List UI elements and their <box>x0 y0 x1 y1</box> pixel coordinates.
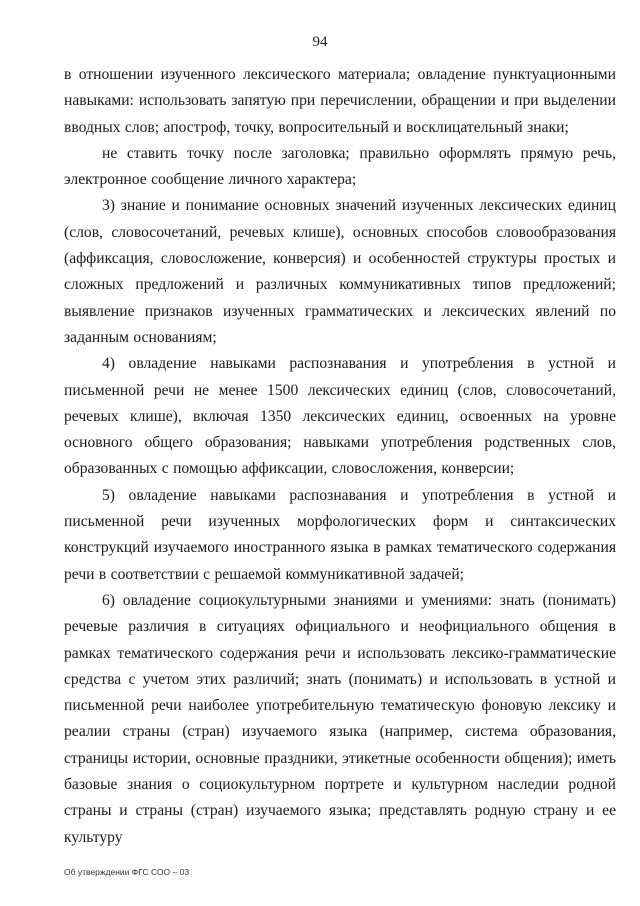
paragraph-4: 4) овладение навыками распознавания и употребления в устной и письменной речи не менее 1500 лексических единиц (слов, словосочетаний, речевых клише), включая 1350 лексических единиц, освоенных на уровне основного общего образования; навыками употребления родственных слов, образованных с помощью аффиксации, словосложения, конверсии; <box>64 355 616 478</box>
paragraph-2: не ставить точку после заголовка; правильно оформлять прямую речь, электронное сообщение личного характера; <box>64 144 616 189</box>
document-footer: Об утверждении ФГС СОО – 03 <box>64 867 190 877</box>
page-number: 94 <box>312 34 328 50</box>
paragraph-6: 6) овладение социокультурными знаниями и умениями: знать (понимать) речевые различия в ситуациях официального и неофициального общения в рамках тематического содержания речи и использовать лексико-грамматические средства с учетом этих различий; знать (понимать) и использовать в устной и письменной речи наиболее употребительную тематическую фоновую лексику и реалии страны (стран) изучаемого языка (например, система образования, страницы истории, основные праздники, этикетные особенности общения); иметь базовые знания о социокультурном портрете и культурном наследии родной страны и страны (стран) изучаемого языка; представлять родную страну и ее культуру <box>64 591 616 846</box>
document-body <box>64 62 616 851</box>
paragraph-3: 3) знание и понимание основных значений изученных лексических единиц (слов, словосочетаний, речевых клише), основных способов словообразования (аффиксация, словосложение, конверсия) и особенностей структуры простых и сложных предложений и различных коммуникативных типов предложений; выявление признаков изученных грамматических и лексических явлений по заданным основаниям; <box>64 197 616 346</box>
paragraph-1: в отношении изученного лексического материала; овладение пунктуационными навыками: использовать запятую при перечислении, обращении и при выделении вводных слов; апостроф, точку, вопросительный и восклицательный знаки; <box>64 66 616 136</box>
paragraph-5: 5) овладение навыками распознавания и употребления в устной и письменной речи изученных морфологических форм и синтаксических конструкций изучаемого иностранного языка в рамках тематического содержания речи в соответствии с решаемой коммуникативной задачей; <box>64 486 616 583</box>
